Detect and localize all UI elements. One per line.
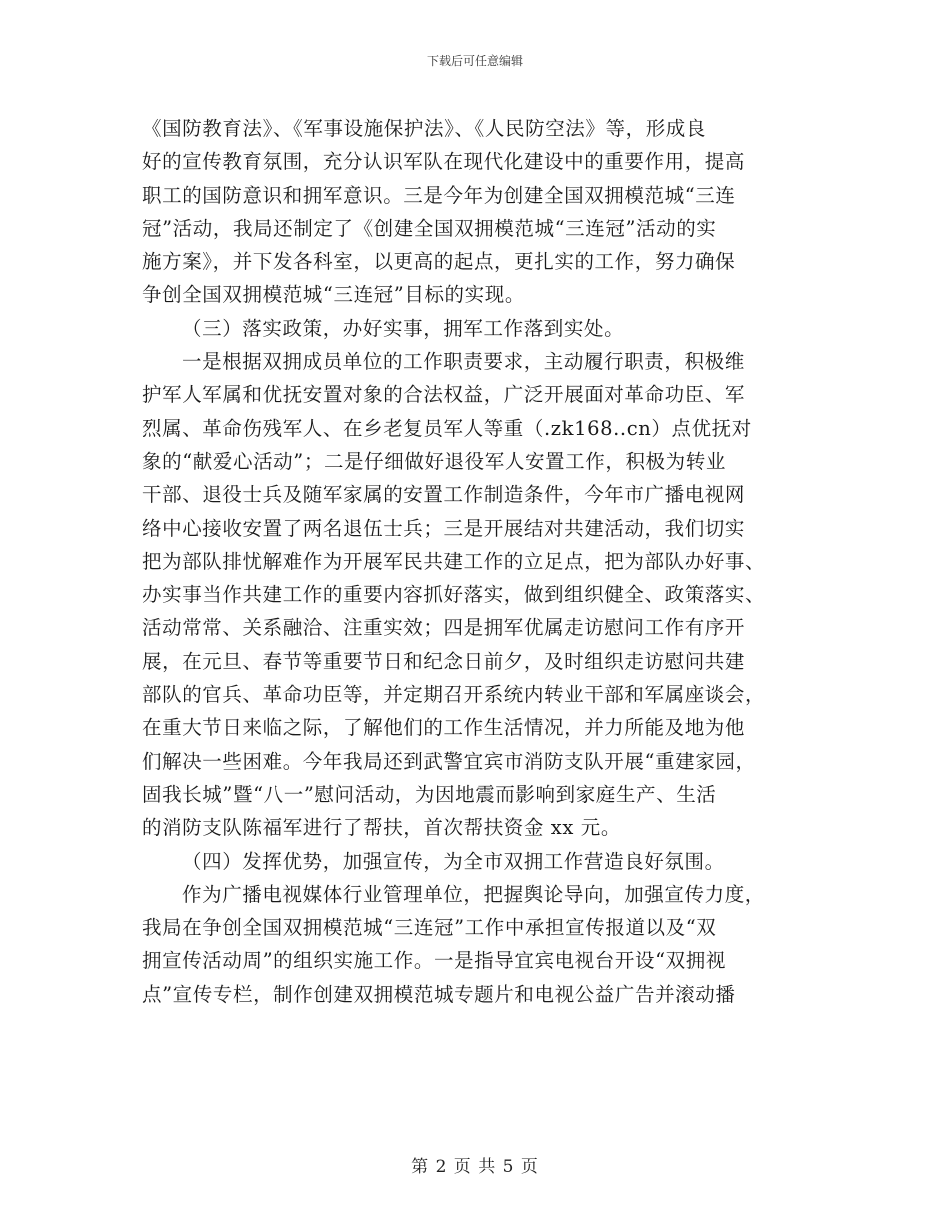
text-line: 职工的国防意识和拥军意识。三是今年为创建全国双拥模范城“三连 <box>142 183 736 207</box>
text-line: 络中心接收安置了两名退伍士兵；三是开展结对共建活动，我们切实 <box>142 516 746 540</box>
paragraph-first-line: 一是根据双拥成员单位的工作职责要求，主动履行职责，积极维 <box>182 350 745 374</box>
text-line: 冠”活动，我局还制定了《创建全国双拥模范城“三连冠”活动的实 <box>142 216 717 240</box>
paragraph-first-line: 作为广播电视媒体行业管理单位，把握舆论导向，加强宣传力度， <box>182 882 765 906</box>
text-line: 拥宣传活动周”的组织实施工作。一是指导宜宾电视台开设“双拥视 <box>142 949 726 973</box>
text-line: 展，在元旦、春节等重要节日和纪念日前夕，及时组织走访慰问共建 <box>142 649 746 673</box>
page-number-footer: 第 2 页 共 5 页 <box>411 1157 539 1177</box>
text-line: 部队的官兵、革命功臣等，并定期召开系统内转业干部和军属座谈会， <box>142 683 766 707</box>
text-line: 们解决一些困难。今年我局还到武警宜宾市消防支队开展“重建家园， <box>142 749 756 773</box>
text-line: 的消防支队陈福军进行了帮扶，首次帮扶资金 xx 元。 <box>142 816 621 840</box>
text-line: 办实事当作共建工作的重要内容抓好落实，做到组织健全、政策落实、 <box>142 583 766 607</box>
paragraph-first-line: （三）落实政策，办好实事，拥军工作落到实处。 <box>182 316 625 340</box>
text-line: 在重大节日来临之际，了解他们的工作生活情况，并力所能及地为他 <box>142 716 746 740</box>
text-line: 把为部队排忧解难作为开展军民共建工作的立足点，把为部队办好事、 <box>142 549 766 573</box>
text-line: 象的“献爱心活动”；二是仔细做好退役军人安置工作，积极为转业 <box>142 449 726 473</box>
text-line: 烈属、革命伤残军人、在乡老复员军人等重（.zk168..cn）点优抚对 <box>142 416 752 440</box>
text-line: 活动常常、关系融洽、注重实效；四是拥军优属走访慰问工作有序开 <box>142 616 746 640</box>
text-line: 争创全国双拥模范城“三连冠”目标的实现。 <box>142 283 525 307</box>
text-line: 护军人军属和优抚安置对象的合法权益，广泛开展面对革命功臣、军 <box>142 383 746 407</box>
text-line: 我局在争创全国双拥模范城“三连冠”工作中承担宣传报道以及“双 <box>142 916 717 940</box>
text-line: 好的宣传教育氛围，充分认识军队在现代化建设中的重要作用，提高 <box>142 150 746 174</box>
text-line: 点”宣传专栏，制作创建双拥模范城专题片和电视公益广告并滚动播 <box>142 982 736 1006</box>
text-line: 固我长城”暨“八一”慰问活动，为因地震而影响到家庭生产、生活 <box>142 782 717 806</box>
text-line: 干部、退役士兵及随军家属的安置工作制造条件，今年市广播电视网 <box>142 483 746 507</box>
document-body <box>142 112 810 1011</box>
paragraph-first-line: （四）发挥优势，加强宣传，为全市双拥工作营造良好氛围。 <box>182 849 725 873</box>
page-header: 下载后可任意编辑 <box>426 54 523 68</box>
text-line: 《国防教育法》、《军事设施保护法》、《人民防空法》等，形成良 <box>142 117 707 140</box>
text-line: 施方案》，并下发各科室，以更高的起点，更扎实的工作，努力确保 <box>142 250 736 274</box>
